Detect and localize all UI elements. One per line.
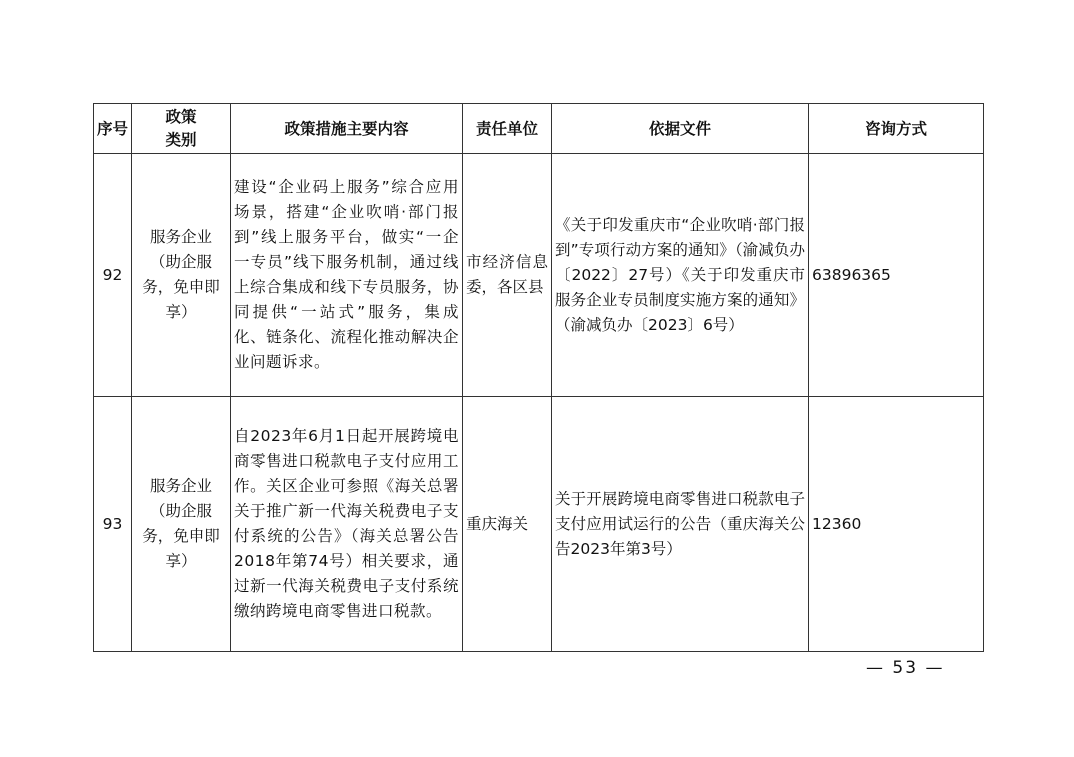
row-contact: 63896365 — [809, 154, 984, 397]
row-unit: 重庆海关 — [463, 397, 552, 652]
row-content: 建设“企业码上服务”综合应用场景，搭建“企业吹哨·部门报到”线上服务平台，做实“一企一专员”线下服务机制，通过线上综合集成和线下专员服务，协同提供“一站式”服务，集成化、链条化、流程化推动解决企业问题诉求。 — [231, 154, 463, 397]
header-basis: 依据文件 — [552, 104, 809, 154]
row-contact: 12360 — [809, 397, 984, 652]
row-content: 自2023年6月1日起开展跨境电商零售进口税款电子支付应用工作。关区企业可参照《海关总署关于推广新一代海关税费电子支付系统的公告》（海关总署公告2018年第74号）相关要求，通过新一代海关税费电子支付系统缴纳跨境电商零售进口税款。 — [231, 397, 463, 652]
row-category: 服务企业（助企服务，免申即享） — [132, 154, 231, 397]
row-basis: 《关于印发重庆市“企业吹哨·部门报到”专项行动方案的通知》（渝减负办〔2022〕27号）《关于印发重庆市服务企业专员制度实施方案的通知》（渝减负办〔2023〕6号） — [552, 154, 809, 397]
header-content: 政策措施主要内容 — [231, 104, 463, 154]
row-serial: 93 — [94, 397, 132, 652]
table-row — [94, 154, 984, 397]
header-category: 政策 类别 — [132, 104, 231, 154]
header-serial: 序号 — [94, 104, 132, 154]
table-header-row — [94, 104, 984, 154]
table-row — [94, 397, 984, 652]
policy-table — [93, 103, 984, 652]
header-contact: 咨询方式 — [809, 104, 984, 154]
row-category: 服务企业（助企服务，免申即享） — [132, 397, 231, 652]
header-unit: 责任单位 — [463, 104, 552, 154]
row-unit: 市经济信息委，各区县 — [463, 154, 552, 397]
row-serial: 92 — [94, 154, 132, 397]
row-basis: 关于开展跨境电商零售进口税款电子支付应用试运行的公告（重庆海关公告2023年第3号） — [552, 397, 809, 652]
page-number: — 53 — — [866, 658, 945, 678]
